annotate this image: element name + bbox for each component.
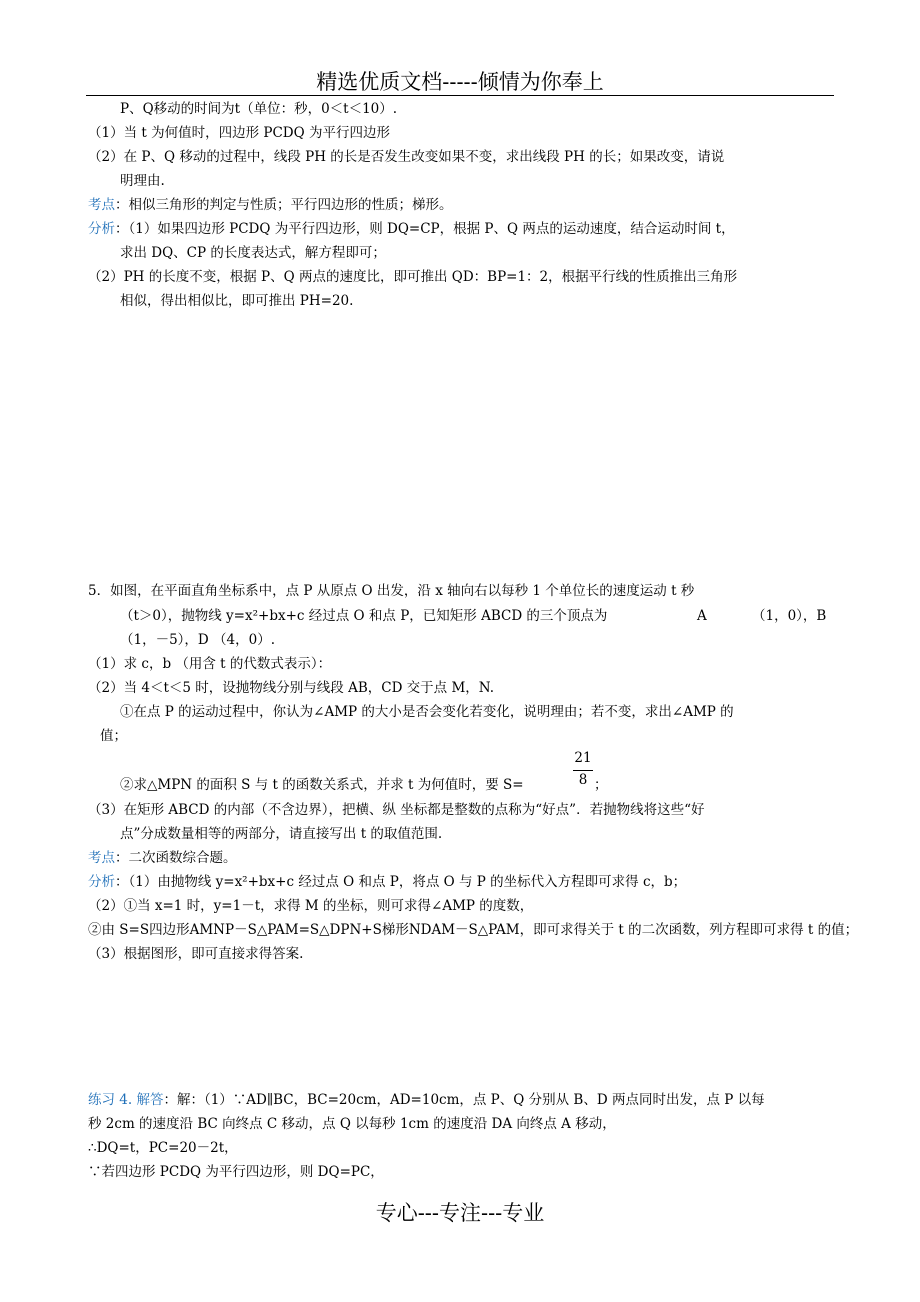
fenxi-text: ：（1）如果四边形 PCDQ 为平行四边形，则 DQ=CP，根据 P、Q 两点的运动速度，结合运动时间 t， [115,221,735,237]
practice4-text: ：解：（1）∵AD∥BC，BC=20cm，AD=10cm，点 P、Q 分别从 B、D 两点同时出发，点 P 以每 [163,1092,765,1108]
fenxi-label: 分析 [88,221,115,237]
question-1: （1）当 t 为何值时，四边形 PCDQ 为平行四边形 [88,125,390,141]
fenxi-2: （2）①当 x=1 时，y=1－t，求得 M 的坐标，则可求得∠AMP 的度数， [88,898,534,914]
problem5-vertex-b: （1，0），B [752,608,827,624]
fraction-bar [573,770,593,771]
kaodian-line [88,849,237,867]
kaodian-label: 考点 [88,850,115,866]
problem5-q3: （3）在矩形 ABCD 的内部（不含边界），把横、纵 坐标都是整数的点称为“好点”．若抛物线将这些“好 [88,802,705,818]
page-header-title: 精选优质文档-----倾情为你奉上 [316,70,604,94]
kaodian-line [88,196,453,214]
problem5-q2-1: ①在点 P 的运动过程中，你认为∠AMP 的大小是否会变化若变化，说明理由；若不变，求出∠AMP 的 [120,704,734,720]
page-footer: 专心---专注---专业 [375,1201,545,1225]
kaodian-text: ：相似三角形的判定与性质；平行四边形的性质；梯形。 [115,197,453,213]
problem5-q2: （2）当 4＜t＜5 时，设抛物线分别与线段 AB，CD 交于点 M，N. [88,680,495,696]
fenxi-2-cont: 相似，得出相似比，即可推出 PH=20. [120,293,354,309]
fenxi-2: （2）PH 的长度不变，根据 P、Q 两点的速度比，即可推出 QD：BP=1：2，根据平行线的性质推出三角形 [88,269,738,285]
jieda-label: 解答 [136,1092,164,1108]
problem5-line3: （1，－5），D （4，0）. [120,632,276,648]
problem5-q2-1-cont: 值； [100,728,127,744]
practice4-line1 [88,1091,765,1109]
fraction-denominator: 8 [578,772,588,788]
problem5-vertex-a: A [697,608,707,624]
problem5-statement: 5．如图，在平面直角坐标系中，点 P 从原点 O 出发，沿 x 轴向右以每秒 1 个单位长的速度运动 t 秒 [88,583,695,599]
problem5-q3-cont: 点”分成数量相等的两部分，请直接写出 t 的取值范围. [120,826,443,842]
fenxi-cont: 求出 DQ、CP 的长度表达式，解方程即可； [120,245,386,261]
problem5-line2: （t＞0），抛物线 y=x²+bx+c 经过点 O 和点 P，已知矩形 ABCD 的三个顶点为 [120,608,608,624]
problem5-q2-2: ②求△MPN 的面积 S 与 t 的函数关系式，并求 t 为何值时，要 S= [120,777,524,793]
question-2: （2）在 P、Q 移动的过程中，线段 PH 的长是否发生改变如果不变，求出线段 PH 的长；如果改变，请说 [88,149,725,165]
practice4-line2: 秒 2cm 的速度沿 BC 向终点 C 移动，点 Q 以每秒 1cm 的速度沿 DA 向终点 A 移动， [88,1116,616,1132]
problem5-q2-2-end: ； [594,777,608,793]
practice4-line3: ∴DQ=t，PC=20－2t， [88,1140,238,1156]
kaodian-text: ：二次函数综合题。 [115,850,237,866]
question-2-cont: 明理由. [120,173,165,189]
practice4-line4: ∵若四边形 PCDQ 为平行四边形，则 DQ=PC， [88,1164,384,1180]
text-line: P、Q移动的时间为t（单位：秒，0＜t＜10）. [120,101,398,117]
practice4-label: 练习 4. [88,1092,133,1108]
fenxi-label: 分析 [88,874,115,890]
fenxi-line [88,873,686,891]
fenxi-2-2: ②由 S=S四边形AMNP－S△PAM=S△DPN+S梯形NDAM－S△PAM，即可求得关于 t 的二次函数，列方程即可求得 t 的值； [88,922,859,938]
fenxi-line [88,220,735,238]
problem5-q1: （1）求 c，b （用含 t 的代数式表示）： [88,656,332,672]
fenxi-text: ：（1）由抛物线 y=x²+bx+c 经过点 O 和点 P，将点 O 与 P 的坐标代入方程即可求得 c，b； [115,874,687,890]
fraction-numerator: 21 [574,750,592,766]
kaodian-label: 考点 [88,197,115,213]
fenxi-3: （3）根据图形，即可直接求得答案. [88,946,304,962]
header-rule [86,95,834,96]
